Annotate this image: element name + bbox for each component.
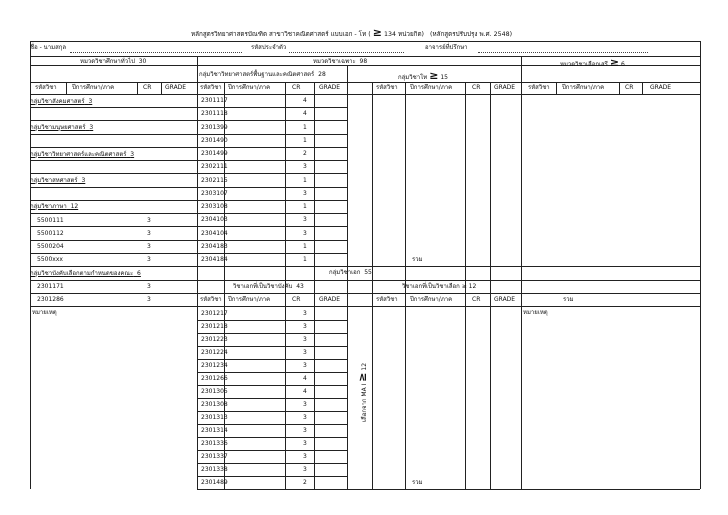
major-course-cr: 4 <box>303 388 307 395</box>
student-id-label: รหัสประจำตัว <box>251 44 287 51</box>
elective-col-cr: CR <box>472 296 481 303</box>
major-col-term: ปีการศึกษา/ภาค <box>228 296 271 303</box>
faculty-course-code: 2301286 <box>37 296 64 303</box>
major-course-code: 2301223 <box>201 336 228 343</box>
major-col-cr: CR <box>292 296 301 303</box>
basic-course-code: 2301117 <box>201 97 228 104</box>
group-humanities: กลุ่มวิชามนุษยศาสตร์ 3 <box>30 124 94 131</box>
basic-course-cr: 1 <box>303 137 307 144</box>
basic-course-cr: 4 <box>303 97 307 104</box>
major-course-code: 2301489 <box>201 479 228 486</box>
lang-course-cr: 3 <box>147 243 151 250</box>
basic-col-cr: CR <box>292 84 301 91</box>
major-course-cr: 3 <box>303 349 307 356</box>
basic-course-cr: 1 <box>303 256 307 263</box>
basic-course-cr: 3 <box>303 190 307 197</box>
general-col-term: ปีการศึกษา/ภาค <box>72 84 115 91</box>
basic-course-cr: 3 <box>303 230 307 237</box>
major-course-cr: 3 <box>303 453 307 460</box>
minor-col-cr: CR <box>472 84 481 91</box>
free-total-label: รวม <box>563 296 574 303</box>
minor-col-code: รหัสวิชา <box>376 84 398 91</box>
ge-symbol: ≥ <box>372 26 382 39</box>
elective-col-term: ปีการศึกษา/ภาค <box>410 296 453 303</box>
free-col-grade: GRADE <box>650 84 672 91</box>
student-id-field[interactable] <box>289 52 404 53</box>
title-main: หลักสูตรวิทยาศาสตรบัณฑิต สาขาวิชาคณิตศาสตร์ แบบเอก - โท ( <box>191 31 371 38</box>
name-label: ชื่อ - นามสกุล <box>30 44 67 51</box>
group-language: กลุ่มวิชาภาษา 12 <box>30 203 79 210</box>
major-course-code: 2301218 <box>201 323 228 330</box>
lang-course-code: 5500xxx <box>37 256 63 263</box>
basic-course-cr: 1 <box>303 203 307 210</box>
elective-heading: วิชาเอกที่เป็นวิชาเลือก ≥ 12 <box>402 283 477 290</box>
basic-course-cr: 3 <box>303 216 307 223</box>
major-course-cr: 3 <box>303 466 307 473</box>
title-curriculum: (หลักสูตรปรับปรุง พ.ศ. 2548) <box>430 31 513 38</box>
major-course-cr: 3 <box>303 440 307 447</box>
minor-total-label: รวม <box>412 256 423 263</box>
lang-course-cr: 3 <box>147 217 151 224</box>
advisor-label: อาจารย์ที่ปรึกษา <box>425 44 468 51</box>
elective-col-code: รหัสวิชา <box>376 296 398 303</box>
major-col-grade: GRADE <box>319 296 341 303</box>
basic-course-code: 2301490 <box>201 137 228 144</box>
basic-col-grade: GRADE <box>319 84 341 91</box>
required-heading: วิชาเอกที่เป็นวิชาบังคับ 43 <box>233 283 304 290</box>
lang-course-cr: 3 <box>147 256 151 263</box>
basic-course-cr: 2 <box>303 150 307 157</box>
specific-heading: หมวดวิชาเฉพาะ 98 <box>313 58 368 65</box>
free-remarks-label: หมายเหตุ <box>523 309 548 316</box>
basic-course-cr: 1 <box>303 177 307 184</box>
lang-course-cr: 3 <box>147 230 151 237</box>
elective-vertical-note: เลือกจาก MA I ≥ 12 <box>356 362 369 422</box>
general-col-grade: GRADE <box>165 84 187 91</box>
major-course-code: 2301224 <box>201 349 228 356</box>
general-heading: หมวดวิชาศึกษาทั่วไป 30 <box>80 58 147 65</box>
free-col-term: ปีการศึกษา/ภาค <box>562 84 605 91</box>
major-course-cr: 3 <box>303 323 307 330</box>
general-col-cr: CR <box>143 84 152 91</box>
major-course-cr: 3 <box>303 427 307 434</box>
major-course-cr: 4 <box>303 375 307 382</box>
basic-course-code: 2303108 <box>201 203 228 210</box>
major-course-code: 2301217 <box>201 310 228 317</box>
basic-course-cr: 3 <box>303 163 307 170</box>
basic-course-cr: 1 <box>303 243 307 250</box>
basic-course-code: 2304103 <box>201 216 228 223</box>
faculty-course-cr: 3 <box>147 283 151 290</box>
general-col-code: รหัสวิชา <box>35 84 57 91</box>
general-remarks-label: หมายเหตุ <box>32 309 57 316</box>
lang-course-code: 5500204 <box>37 243 64 250</box>
elective-col-grade: GRADE <box>494 296 516 303</box>
faculty-course-cr: 3 <box>147 296 151 303</box>
major-course-code: 2301234 <box>201 362 228 369</box>
major-course-code: 2301337 <box>201 453 228 460</box>
major-course-code: 2301308 <box>201 401 228 408</box>
minor-col-grade: GRADE <box>494 84 516 91</box>
basic-group-heading: กลุ่มวิชาวิทยาศาสตร์พื้นฐานและคณิตศาสตร์ 28 <box>199 71 326 78</box>
advisor-field[interactable] <box>478 52 648 53</box>
major-course-code: 2301266 <box>201 375 228 382</box>
major-course-code: 2301336 <box>201 440 228 447</box>
major-course-cr: 3 <box>303 414 307 421</box>
basic-col-term: ปีการศึกษา/ภาค <box>228 84 271 91</box>
name-field[interactable] <box>70 52 242 53</box>
basic-course-code: 2302111 <box>201 163 228 170</box>
basic-course-cr: 4 <box>303 110 307 117</box>
basic-course-code: 2304183 <box>201 243 228 250</box>
major-course-cr: 2 <box>303 479 307 486</box>
minor-col-term: ปีการศึกษา/ภาค <box>410 84 453 91</box>
lang-course-code: 5500112 <box>37 230 64 237</box>
page-title <box>191 27 512 38</box>
group-science: กลุ่มวิชาวิทยาศาสตร์และคณิตศาสตร์ 3 <box>30 151 135 158</box>
major-course-cr: 3 <box>303 310 307 317</box>
basic-course-code: 2304184 <box>201 256 228 263</box>
major-col-code: รหัสวิชา <box>200 296 222 303</box>
lang-course-code: 5500111 <box>37 217 64 224</box>
group-social: กลุ่มวิชาสังคมศาสตร์ 3 <box>30 98 93 105</box>
basic-course-code: 2301118 <box>201 110 228 117</box>
basic-course-code: 2304104 <box>201 230 228 237</box>
group-interdisciplinary: กลุ่มวิชาสหศาสตร์ 3 <box>30 177 86 184</box>
minor-group-heading: กลุ่มวิชาโท ≥ 15 <box>398 69 448 82</box>
major-course-cr: 3 <box>303 401 307 408</box>
basic-col-code: รหัสวิชา <box>200 84 222 91</box>
free-col-code: รหัสวิชา <box>528 84 550 91</box>
major-course-code: 2301338 <box>201 466 228 473</box>
basic-course-cr: 1 <box>303 124 307 131</box>
major-course-cr: 3 <box>303 336 307 343</box>
free-heading: หมวดวิชาเลือกเสรี ≥ 6 <box>560 56 625 69</box>
elective-total-label: รวม <box>412 479 423 486</box>
faculty-course-code: 2301171 <box>37 283 64 290</box>
basic-course-code: 2303107 <box>201 190 228 197</box>
major-course-code: 2301313 <box>201 414 228 421</box>
basic-course-code: 2301499 <box>201 150 228 157</box>
title-credits: 134 หน่วยกิต) <box>383 31 424 38</box>
free-col-cr: CR <box>625 84 634 91</box>
major-group-heading: กลุ่มวิชาเอก 55 <box>329 269 372 276</box>
basic-course-code: 2302115 <box>201 177 228 184</box>
major-course-code: 2301314 <box>201 427 228 434</box>
major-course-code: 2301305 <box>201 388 228 395</box>
basic-course-code: 2301399 <box>201 124 228 131</box>
group-faculty-elective: กลุ่มวิชาบังคับเลือกตามกำหนดของคณะ 6 <box>30 270 141 277</box>
major-course-cr: 3 <box>303 362 307 369</box>
